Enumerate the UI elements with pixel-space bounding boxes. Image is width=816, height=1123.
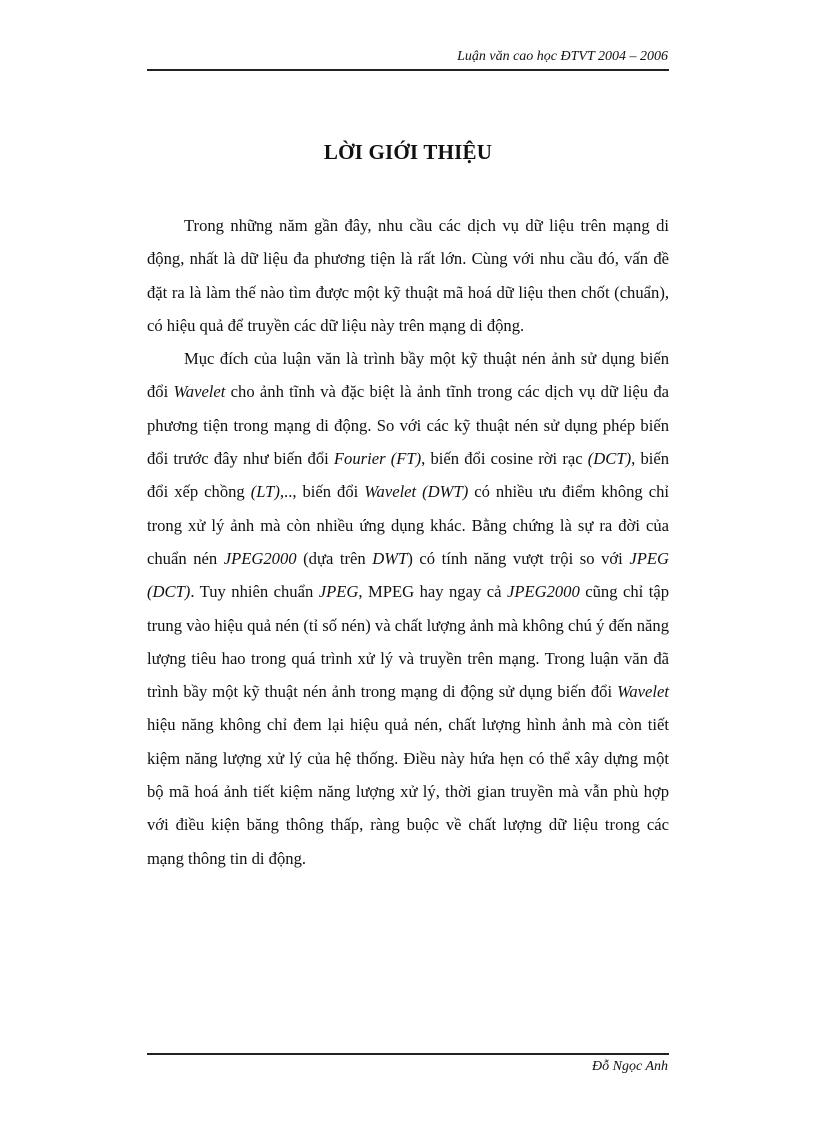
paragraph-2-italic: DWT <box>372 548 408 568</box>
paragraph-2-text: . Tuy nhiên chuẩn <box>190 582 319 602</box>
footer-divider <box>147 1053 669 1055</box>
paragraph-2-text: ,.., biến đổi <box>279 482 365 502</box>
paragraph-2-italic: (DCT) <box>587 449 632 469</box>
paragraph-2-text: (dựa trên <box>296 548 373 568</box>
paragraph-2-italic: JPEG <box>318 582 359 602</box>
footer-author: Đỗ Ngọc Anh <box>592 1059 668 1074</box>
body-text <box>147 209 669 875</box>
paragraph-2 <box>147 342 669 875</box>
paragraph-2-text: cho ảnh tĩnh và đặc biệt là ảnh tĩnh trong các dịch vụ dữ liệu đa phương tiện trong mạng di động. So với các kỹ thuật nén sử dụng phép biến đổi trước đây như biến đổi <box>147 382 669 469</box>
paragraph-2-text: ) có tính năng vượt trội so với <box>407 548 630 568</box>
paragraph-2-italic: Wavelet <box>173 382 226 402</box>
paragraph-2-italic: Wavelet (DWT) <box>364 482 469 502</box>
paragraph-2-italic: JPEG2000 <box>506 582 580 602</box>
paragraph-2-italic: JPEG2000 <box>223 548 297 568</box>
paragraph-2-text: , MPEG hay ngay cả <box>358 582 507 602</box>
paragraph-2-italic: Wavelet <box>617 682 669 702</box>
page-title: LỜI GIỚI THIỆU <box>323 140 493 164</box>
paragraph-2-text: có nhiều ưu điểm không chỉ trong xử lý ảnh mà còn nhiều ứng dụng khác. Bằng chứng là sự ra đời của chuẩn nén <box>147 482 669 568</box>
paragraph-2-text: , biến đổi cosine rời rạc <box>421 449 588 469</box>
paragraph-2-italic: Fourier (FT) <box>333 449 422 469</box>
paragraph-2-italic: JPEG (DCT) <box>147 548 669 602</box>
paragraph-2-text: , biến đổi xếp chồng <box>147 449 670 502</box>
paragraph-1: Trong những năm gần đây, nhu cầu các dịch vụ dữ liệu trên mạng di động, nhất là dữ liệu đa phương tiện là rất lớn. Cùng với nhu cầu đó, vấn đề đặt ra là làm thế nào tìm được một kỹ thuật mã hoá dữ liệu then chốt (chuẩn), có hiệu quả để truyền các dữ liệu này trên mạng di động. <box>147 216 669 335</box>
header-divider <box>147 69 669 71</box>
running-header: Luận văn cao học ĐTVT 2004 – 2006 <box>457 49 668 64</box>
paragraph-2-italic: (LT) <box>250 482 280 502</box>
paragraph-2-text: Mục đích của luận văn là trình bầy một kỹ thuật nén ảnh sử dụng biến đổi <box>147 349 669 402</box>
paragraph-2-text: cũng chỉ tập trung vào hiệu quả nén (tỉ số nén) và chất lượng ảnh mà không chú ý đến năng lượng tiêu hao trong quá trình xử lý và truyền trên mạng. Trong luận văn đã trình bầy một kỹ thuật nén ảnh trong mạng di động sử dụng biến đổi <box>147 582 669 702</box>
paragraph-2-text: hiệu năng không chỉ đem lại hiệu quả nén, chất lượng hình ảnh mà còn tiết kiệm năng lượng xử lý của hệ thống. Điều này hứa hẹn có thể xây dựng một bộ mã hoá ảnh tiết kiệm năng lượng xử lý, thời gian truyền mà vẫn phù hợp với điều kiện băng thông thấp, ràng buộc về chất lượng dữ liệu trong các mạng thông tin di động. <box>147 715 669 868</box>
